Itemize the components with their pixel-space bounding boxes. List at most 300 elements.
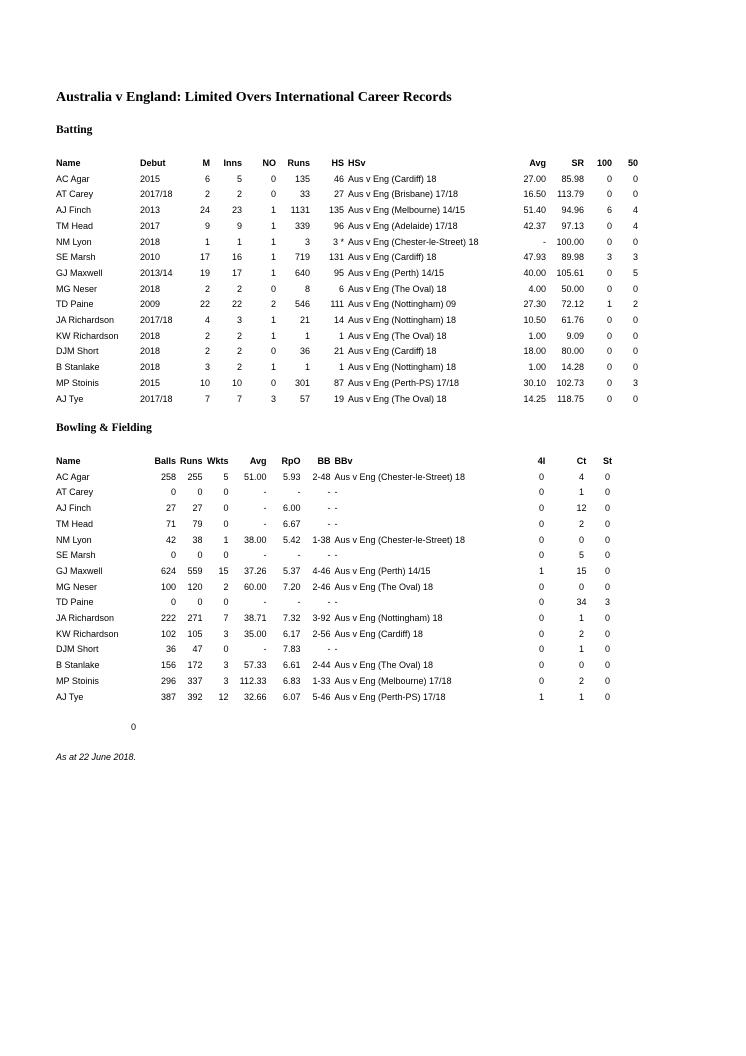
table-cell: 719 bbox=[294, 252, 310, 263]
table-cell: Aus v Eng (Perth) 14/15 bbox=[348, 267, 445, 278]
table-cell: 258 bbox=[160, 471, 176, 482]
table-cell: 5 bbox=[578, 550, 584, 561]
table-cell: 0 bbox=[578, 660, 584, 671]
table-cell: 95 bbox=[333, 267, 344, 278]
table-cell: 120 bbox=[187, 581, 203, 592]
table-row bbox=[54, 611, 621, 627]
table-cell: 9 bbox=[236, 220, 242, 231]
table-cell: 51.40 bbox=[523, 205, 546, 216]
table-row bbox=[54, 533, 621, 549]
table-cell: 0 bbox=[223, 487, 229, 498]
batting-header-row bbox=[54, 156, 640, 172]
table-cell: 0 bbox=[606, 283, 612, 294]
table-cell: 1 bbox=[270, 252, 276, 263]
table-cell: 3 bbox=[204, 362, 210, 373]
table-cell: DJM Short bbox=[56, 644, 99, 655]
table-cell: 2009 bbox=[140, 299, 161, 310]
table-row bbox=[54, 282, 640, 298]
table-cell: 16.50 bbox=[523, 189, 546, 200]
table-cell: 27 bbox=[192, 503, 203, 514]
table-cell: 0 bbox=[606, 315, 612, 326]
table-cell: 2 bbox=[236, 330, 242, 341]
table-cell: 0 bbox=[606, 173, 612, 184]
bowling-heading: Bowling & Fielding bbox=[56, 422, 152, 434]
table-row bbox=[54, 580, 621, 596]
table-cell: Aus v Eng (Nottingham) 18 bbox=[348, 315, 457, 326]
table-cell: 1 bbox=[270, 315, 276, 326]
table-cell: 6.61 bbox=[282, 660, 301, 671]
table-cell: 6.00 bbox=[282, 503, 301, 514]
table-cell: 27 bbox=[333, 189, 344, 200]
column-header: Balls bbox=[154, 456, 176, 466]
table-cell: 2010 bbox=[140, 252, 161, 263]
table-cell: 4 bbox=[204, 315, 210, 326]
table-cell: 0 bbox=[270, 189, 276, 200]
table-row bbox=[54, 392, 640, 408]
table-row bbox=[54, 376, 640, 392]
table-cell: 102.73 bbox=[556, 377, 584, 388]
table-cell: 0 bbox=[538, 613, 544, 624]
table-cell: 38.71 bbox=[243, 613, 267, 624]
table-cell: 0 bbox=[197, 550, 203, 561]
column-header: HSv bbox=[348, 158, 366, 168]
table-cell: 0 bbox=[632, 393, 638, 404]
table-cell: 0 bbox=[632, 330, 638, 341]
table-cell: Aus v Eng (Brisbane) 17/18 bbox=[348, 189, 459, 200]
table-cell: 387 bbox=[160, 691, 176, 702]
table-cell: 1 bbox=[223, 534, 229, 545]
table-cell: 2 bbox=[236, 362, 242, 373]
table-cell: 1 bbox=[270, 362, 276, 373]
table-cell: 1 bbox=[606, 299, 612, 310]
table-cell: 6.67 bbox=[282, 518, 301, 529]
table-row bbox=[54, 658, 621, 674]
table-cell: SE Marsh bbox=[56, 252, 96, 263]
table-cell: 0 bbox=[632, 173, 638, 184]
table-cell: 624 bbox=[160, 565, 176, 576]
table-cell: 1 bbox=[538, 691, 544, 702]
table-cell: 33 bbox=[299, 189, 310, 200]
table-cell: 0 bbox=[604, 581, 610, 592]
column-header: 4I bbox=[537, 456, 546, 466]
table-cell: 6.17 bbox=[282, 628, 301, 639]
table-cell: 3 bbox=[270, 393, 276, 404]
table-cell: 1.00 bbox=[528, 330, 546, 341]
table-cell: 0 bbox=[223, 550, 229, 561]
table-cell: 0 bbox=[270, 377, 276, 388]
table-cell: 2018 bbox=[140, 236, 161, 247]
table-cell: 2-56 bbox=[312, 628, 331, 639]
table-cell: 1131 bbox=[290, 205, 310, 216]
table-cell: TM Head bbox=[56, 220, 94, 231]
table-cell: - bbox=[327, 487, 331, 498]
table-cell: 57.33 bbox=[243, 660, 267, 671]
table-cell: 14 bbox=[333, 315, 344, 326]
column-header: NO bbox=[262, 158, 276, 168]
table-cell: 12 bbox=[218, 691, 229, 702]
column-header: BBv bbox=[334, 456, 353, 466]
table-cell: 0 bbox=[223, 518, 229, 529]
table-cell: 19 bbox=[199, 267, 210, 278]
table-cell: 2018 bbox=[140, 330, 161, 341]
table-cell: MG Neser bbox=[56, 283, 98, 294]
table-cell: 0 bbox=[578, 581, 584, 592]
table-cell: - bbox=[334, 644, 338, 655]
column-header: RpO bbox=[281, 456, 301, 466]
table-cell: - bbox=[327, 597, 331, 608]
column-header: Runs bbox=[287, 158, 310, 168]
table-cell: 2 bbox=[204, 189, 210, 200]
table-cell: 100.00 bbox=[556, 236, 584, 247]
table-cell: - bbox=[263, 518, 267, 529]
table-cell: 271 bbox=[187, 613, 203, 624]
table-cell: 3 bbox=[632, 252, 638, 263]
table-cell: 0 bbox=[578, 534, 584, 545]
table-cell: 4 bbox=[578, 471, 584, 482]
table-cell: 0 bbox=[604, 675, 610, 686]
table-cell: 0 bbox=[604, 471, 610, 482]
table-cell: - bbox=[334, 503, 338, 514]
table-cell: 0 bbox=[606, 393, 612, 404]
table-cell: 1 bbox=[270, 220, 276, 231]
table-cell: AT Carey bbox=[56, 487, 94, 498]
column-header: M bbox=[202, 158, 210, 168]
table-cell: TM Head bbox=[56, 518, 94, 529]
table-cell: 2018 bbox=[140, 362, 161, 373]
table-cell: 0 bbox=[606, 220, 612, 231]
table-cell: 100 bbox=[160, 581, 176, 592]
table-cell: - bbox=[263, 487, 267, 498]
table-row bbox=[54, 564, 621, 580]
table-cell: 34 bbox=[576, 597, 587, 608]
table-cell: 2018 bbox=[140, 283, 161, 294]
table-cell: 2017/18 bbox=[140, 189, 173, 200]
table-cell: 0 bbox=[170, 550, 176, 561]
table-cell: 10 bbox=[231, 377, 242, 388]
table-cell: 640 bbox=[294, 267, 310, 278]
table-cell: 42.37 bbox=[523, 220, 546, 231]
table-cell: 0 bbox=[604, 534, 610, 545]
table-cell: 80.00 bbox=[561, 346, 584, 357]
table-cell: 1 bbox=[538, 565, 544, 576]
table-cell: 1 bbox=[338, 330, 344, 341]
table-cell: 5.37 bbox=[282, 565, 301, 576]
table-cell: 24 bbox=[199, 205, 210, 216]
table-cell: 5-46 bbox=[312, 691, 331, 702]
table-cell: 17 bbox=[231, 267, 242, 278]
column-header: Ct bbox=[576, 456, 587, 466]
table-cell: 14.28 bbox=[561, 362, 584, 373]
table-cell: 0 bbox=[538, 471, 544, 482]
table-cell: 36 bbox=[165, 644, 176, 655]
table-cell: Aus v Eng (Chester-le-Street) 18 bbox=[334, 534, 466, 545]
table-cell: 2013/14 bbox=[140, 267, 173, 278]
table-cell: 135 bbox=[294, 173, 310, 184]
column-header: Avg bbox=[249, 456, 267, 466]
table-cell: 0 bbox=[538, 675, 544, 686]
table-cell: 0 bbox=[538, 597, 544, 608]
table-cell: 1 bbox=[270, 267, 276, 278]
table-cell: 0 bbox=[606, 362, 612, 373]
table-cell: 5.42 bbox=[282, 534, 301, 545]
table-cell: 3 bbox=[606, 252, 612, 263]
table-cell: 6.07 bbox=[282, 691, 301, 702]
table-cell: 0 bbox=[197, 487, 203, 498]
table-cell: 5 bbox=[632, 267, 638, 278]
table-cell: - bbox=[297, 597, 301, 608]
table-cell: AC Agar bbox=[56, 471, 90, 482]
table-cell: 0 bbox=[604, 691, 610, 702]
table-row bbox=[54, 266, 640, 282]
table-cell: 2 bbox=[236, 189, 242, 200]
table-cell: 47 bbox=[192, 644, 203, 655]
table-cell: 1-33 bbox=[312, 675, 331, 686]
table-cell: GJ Maxwell bbox=[56, 565, 103, 576]
table-row bbox=[54, 517, 621, 533]
table-cell: 94.96 bbox=[561, 205, 584, 216]
column-header: BB bbox=[317, 456, 331, 466]
table-cell: 27 bbox=[165, 503, 176, 514]
table-cell: - bbox=[327, 503, 331, 514]
table-cell: AT Carey bbox=[56, 189, 94, 200]
table-cell: 118.75 bbox=[557, 393, 584, 404]
table-cell: 0 bbox=[270, 173, 276, 184]
table-row bbox=[54, 219, 640, 235]
table-cell: 156 bbox=[160, 660, 176, 671]
table-cell: 0 bbox=[223, 597, 229, 608]
table-cell: 2 bbox=[236, 283, 242, 294]
table-cell: 15 bbox=[576, 565, 587, 576]
table-cell: 17 bbox=[199, 252, 210, 263]
table-cell: Aus v Eng (Chester-le-Street) 18 bbox=[348, 236, 479, 247]
table-cell: 2013 bbox=[140, 205, 161, 216]
table-row bbox=[54, 329, 640, 345]
table-cell: GJ Maxwell bbox=[56, 267, 103, 278]
table-cell: 112.33 bbox=[239, 675, 267, 686]
column-header: 50 bbox=[627, 158, 638, 168]
table-cell: 3 bbox=[223, 675, 229, 686]
table-cell: 19 bbox=[333, 393, 344, 404]
table-row bbox=[54, 627, 621, 643]
table-cell: 0 bbox=[604, 518, 610, 529]
table-cell: MP Stoinis bbox=[56, 675, 99, 686]
table-cell: 135 bbox=[328, 205, 344, 216]
table-cell: Aus v Eng (Nottingham) 09 bbox=[348, 299, 457, 310]
table-cell: 9 bbox=[204, 220, 210, 231]
table-cell: NM Lyon bbox=[56, 236, 92, 247]
table-cell: - bbox=[297, 487, 301, 498]
table-cell: - bbox=[327, 518, 331, 529]
table-cell: 12 bbox=[576, 503, 587, 514]
table-cell: 0 bbox=[223, 503, 229, 514]
table-cell: Aus v Eng (Chester-le-Street) 18 bbox=[334, 471, 466, 482]
table-cell: 61.76 bbox=[561, 315, 584, 326]
table-cell: 1 bbox=[270, 236, 276, 247]
table-cell: 1.00 bbox=[528, 362, 546, 373]
table-cell: - bbox=[334, 518, 338, 529]
table-cell: 0 bbox=[604, 550, 610, 561]
table-row bbox=[54, 203, 640, 219]
table-row bbox=[54, 313, 640, 329]
table-cell: 27.30 bbox=[523, 299, 546, 310]
table-cell: 1 bbox=[578, 644, 584, 655]
table-cell: 0 bbox=[270, 283, 276, 294]
table-cell: 0 bbox=[606, 377, 612, 388]
table-cell: 22 bbox=[231, 299, 242, 310]
stray-value: 0 bbox=[131, 722, 137, 732]
table-cell: 2 bbox=[578, 518, 584, 529]
table-cell: 0 bbox=[604, 660, 610, 671]
table-cell: 2 bbox=[204, 330, 210, 341]
table-cell: JA Richardson bbox=[56, 315, 115, 326]
table-cell: 172 bbox=[187, 660, 203, 671]
table-cell: 2 bbox=[204, 283, 210, 294]
column-header: Inns bbox=[223, 158, 242, 168]
table-cell: 0 bbox=[632, 315, 638, 326]
table-cell: 0 bbox=[197, 597, 203, 608]
table-cell: 7 bbox=[223, 613, 229, 624]
table-cell: 1 bbox=[304, 362, 310, 373]
table-cell: NM Lyon bbox=[56, 534, 92, 545]
table-cell: 337 bbox=[187, 675, 203, 686]
table-cell: KW Richardson bbox=[56, 628, 119, 639]
table-cell: 46 bbox=[333, 173, 344, 184]
table-cell: 1 bbox=[578, 613, 584, 624]
table-cell: 2-44 bbox=[312, 660, 331, 671]
table-cell: 21 bbox=[333, 346, 344, 357]
table-cell: 1 bbox=[578, 487, 584, 498]
table-cell: Aus v Eng (Perth-PS) 17/18 bbox=[348, 377, 460, 388]
table-row bbox=[54, 674, 621, 690]
table-row bbox=[54, 297, 640, 313]
table-cell: - bbox=[334, 550, 338, 561]
table-cell: - bbox=[297, 550, 301, 561]
table-cell: - bbox=[263, 597, 267, 608]
table-cell: 0 bbox=[538, 503, 544, 514]
table-cell: 72.12 bbox=[561, 299, 584, 310]
table-cell: 32.66 bbox=[243, 691, 267, 702]
table-cell: Aus v Eng (Melbourne) 17/18 bbox=[334, 675, 452, 686]
table-cell: 0 bbox=[604, 565, 610, 576]
table-cell: 131 bbox=[328, 252, 344, 263]
table-cell: 4.00 bbox=[528, 283, 546, 294]
table-cell: 16 bbox=[231, 252, 242, 263]
table-cell: 0 bbox=[606, 346, 612, 357]
table-cell: DJM Short bbox=[56, 346, 99, 357]
table-cell: MG Neser bbox=[56, 581, 98, 592]
table-cell: 2017/18 bbox=[140, 315, 173, 326]
table-cell: 0 bbox=[606, 267, 612, 278]
table-cell: 71 bbox=[165, 518, 176, 529]
table-cell: KW Richardson bbox=[56, 330, 119, 341]
table-row bbox=[54, 360, 640, 376]
table-cell: 105 bbox=[187, 628, 203, 639]
table-cell: 2 bbox=[236, 346, 242, 357]
table-cell: 79 bbox=[192, 518, 203, 529]
table-cell: - bbox=[334, 487, 338, 498]
table-cell: 5 bbox=[236, 173, 242, 184]
table-cell: 2 bbox=[578, 628, 584, 639]
table-cell: AJ Finch bbox=[56, 205, 92, 216]
table-cell: 301 bbox=[294, 377, 310, 388]
table-cell: 546 bbox=[294, 299, 310, 310]
table-cell: 10 bbox=[199, 377, 210, 388]
table-cell: 96 bbox=[333, 220, 344, 231]
table-cell: 7 bbox=[204, 393, 210, 404]
table-cell: 89.98 bbox=[561, 252, 584, 263]
column-header: Name bbox=[56, 456, 81, 466]
table-cell: 97.13 bbox=[561, 220, 584, 231]
table-cell: 2 bbox=[204, 346, 210, 357]
table-cell: 57 bbox=[299, 393, 310, 404]
table-cell: Aus v Eng (Adelaide) 17/18 bbox=[348, 220, 458, 231]
table-cell: 36 bbox=[299, 346, 310, 357]
table-cell: 0 bbox=[223, 644, 229, 655]
table-cell: 15 bbox=[218, 565, 229, 576]
table-cell: 2018 bbox=[140, 346, 161, 357]
table-row bbox=[54, 470, 621, 486]
table-cell: 0 bbox=[606, 189, 612, 200]
table-cell: 2017/18 bbox=[140, 393, 173, 404]
table-cell: - bbox=[334, 597, 338, 608]
table-cell: 1 bbox=[236, 236, 242, 247]
table-cell: 0 bbox=[632, 189, 638, 200]
table-cell: 1 bbox=[270, 330, 276, 341]
table-cell: 0 bbox=[604, 487, 610, 498]
table-cell: Aus v Eng (Cardiff) 18 bbox=[334, 628, 423, 639]
table-cell: 255 bbox=[187, 471, 203, 482]
table-cell: 111 bbox=[330, 299, 344, 310]
table-cell: 2 bbox=[270, 299, 276, 310]
column-header: Debut bbox=[140, 158, 166, 168]
table-cell: 87 bbox=[333, 377, 344, 388]
table-cell: 559 bbox=[187, 565, 203, 576]
table-cell: 0 bbox=[538, 628, 544, 639]
table-cell: 3 bbox=[632, 377, 638, 388]
table-cell: Aus v Eng (Melbourne) 14/15 bbox=[348, 205, 466, 216]
table-cell: Aus v Eng (Cardiff) 18 bbox=[348, 252, 437, 263]
table-cell: 3 bbox=[223, 628, 229, 639]
table-cell: 0 bbox=[538, 534, 544, 545]
table-cell: 2 bbox=[578, 675, 584, 686]
column-header: Wkts bbox=[206, 456, 229, 466]
table-row bbox=[54, 485, 621, 501]
table-row bbox=[54, 595, 621, 611]
table-cell: 0 bbox=[538, 581, 544, 592]
table-row bbox=[54, 344, 640, 360]
table-cell: 3 bbox=[223, 660, 229, 671]
column-header: Runs bbox=[180, 456, 203, 466]
table-cell: 0 bbox=[170, 597, 176, 608]
table-row bbox=[54, 642, 621, 658]
table-cell: 2 bbox=[223, 581, 229, 592]
table-cell: 2015 bbox=[140, 173, 161, 184]
table-row bbox=[54, 501, 621, 517]
table-row bbox=[54, 250, 640, 266]
table-row bbox=[54, 548, 621, 564]
table-cell: JA Richardson bbox=[56, 613, 115, 624]
batting-table bbox=[54, 156, 640, 407]
table-cell: 60.00 bbox=[243, 581, 267, 592]
table-cell: 0 bbox=[170, 487, 176, 498]
table-row bbox=[54, 690, 621, 706]
table-cell: 3 bbox=[304, 236, 310, 247]
table-cell: Aus v Eng (The Oval) 18 bbox=[334, 581, 434, 592]
table-cell: Aus v Eng (Perth-PS) 17/18 bbox=[334, 691, 446, 702]
table-cell: 222 bbox=[160, 613, 176, 624]
column-header: St bbox=[603, 456, 612, 466]
table-cell: 6 bbox=[606, 205, 612, 216]
